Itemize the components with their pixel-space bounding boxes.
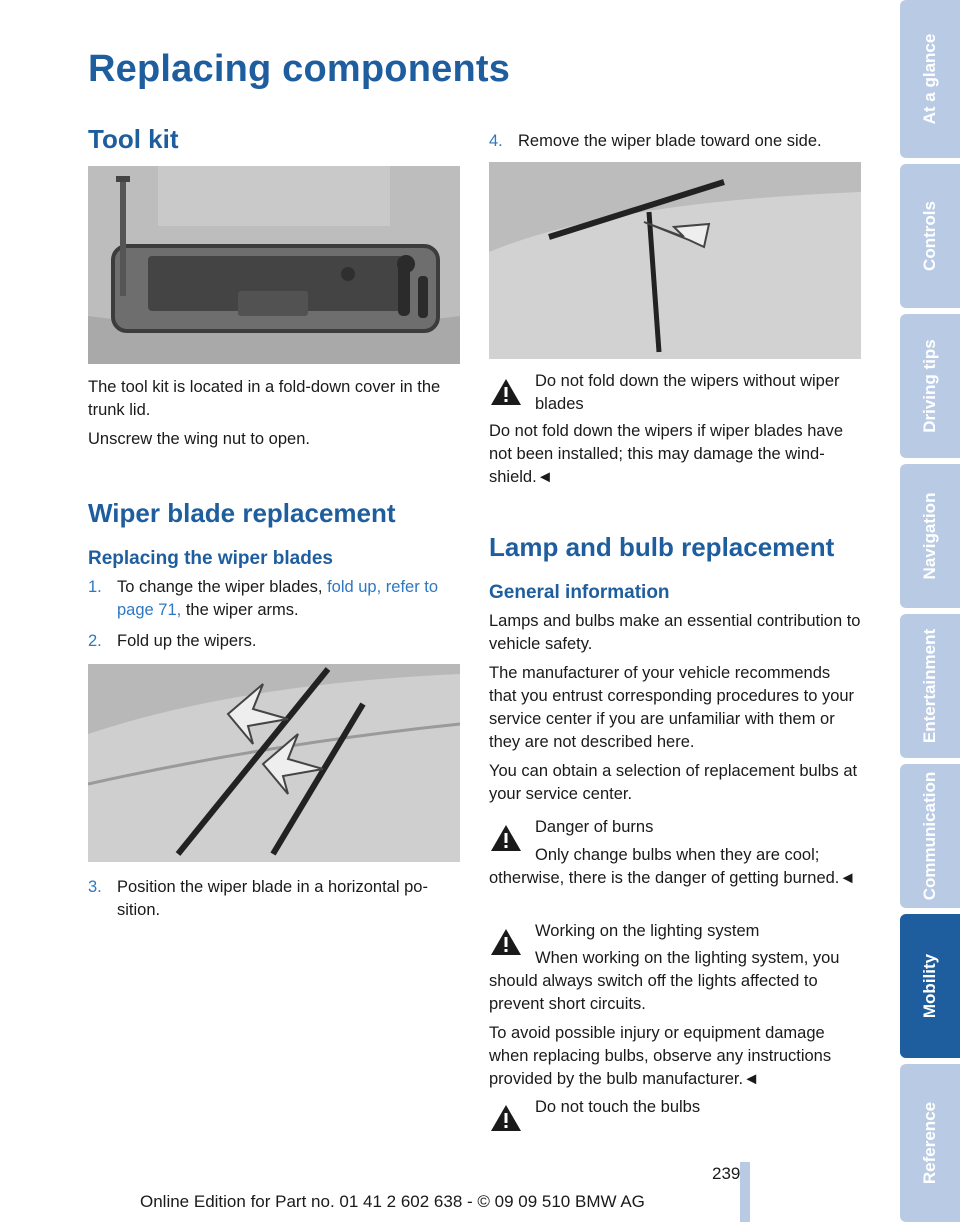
tool-kit-image [88,166,460,364]
burns-warning-title: Danger of burns [535,818,654,836]
step-4-number: 4. [489,132,503,150]
step-2-text: Fold up the wipers. [117,632,257,650]
tab-communication[interactable] [900,764,960,908]
lamp-subheading: General information [489,582,670,603]
lamp-heading: Lamp and bulb replacement [489,532,835,562]
step-3-number: 3. [88,878,102,896]
step-2-number: 2. [88,632,102,650]
step-1-number: 1. [88,578,102,596]
wiper-warning-title: Do not fold down the wipers without wiper blades [535,372,840,413]
lamp-paragraph-4: To avoid possible injury or equipment damage when replacing bulbs, observe any instructions provided by the bulb manufacturer.◄ [489,1024,832,1088]
burns-warning-body: otherwise, there is the danger of getting burned.◄ [489,869,856,887]
tab-communication-label: Communication [920,771,939,901]
tool-kit-paragraph-1: The tool kit is located in a fold-down cover in the trunk lid. [88,378,441,419]
step-2 [88,630,460,653]
step-4 [489,130,861,153]
step-1-text-pre: To change the wiper blades, [117,578,323,596]
tab-mobility[interactable] [900,914,960,1058]
wiper-subheading: Replacing the wiper blades [88,548,333,569]
burns-warning-line: Only change bulbs when they are cool; [535,846,820,864]
tab-navigation-label: Navigation [920,492,939,580]
warning-icon [489,1102,523,1134]
warning-icon [489,822,523,854]
warning-icon [489,376,523,408]
tab-driving-tips[interactable] [900,314,960,458]
lighting-warning-line: When working on the lighting system, you [535,949,840,967]
tool-kit-heading: Tool kit [88,124,179,154]
remove-wiper-blade-image [489,162,861,359]
lamp-paragraph-2: The manufacturer of your vehicle recommends that you entrust corresponding procedures to your service center if you are unfamiliar with them or they are not described here. [489,664,855,751]
step-1 [88,576,460,622]
tab-reference[interactable] [900,1064,960,1222]
tab-driving-tips-label: Driving tips [920,339,939,433]
step-3-text: Position the wiper blade in a horizontal po-sition. [117,878,428,919]
tab-at-a-glance[interactable] [900,0,960,158]
tab-controls-label: Controls [920,201,939,271]
lighting-warning-body: should always switch off the lights affected to prevent short circuits. [489,972,818,1013]
warning-icon [489,926,523,958]
tab-entertainment[interactable] [900,614,960,758]
lamp-paragraph-3: You can obtain a selection of replacement bulbs at your service center. [489,762,858,803]
tab-controls[interactable] [900,164,960,308]
page-number: 239 [712,1164,741,1183]
page-number-bar [740,1162,750,1222]
lamp-paragraph-1: Lamps and bulbs make an essential contribution to vehicle safety. [489,612,861,653]
step-1-text [117,576,460,622]
tab-reference-label: Reference [920,1101,939,1185]
wiper-heading: Wiper blade replacement [88,498,396,528]
tab-at-a-glance-label: At a glance [920,33,939,125]
lighting-warning-title: Working on the lighting system [535,922,760,940]
wipers-folded-up-image [88,664,460,862]
tab-navigation[interactable] [900,464,960,608]
page-title: Replacing components [88,48,511,90]
step-3 [88,876,460,922]
bulbs-warning-title: Do not touch the bulbs [535,1098,701,1116]
fold-up-link[interactable]: fold up, refer to page 71, [117,578,439,619]
tab-mobility-label: Mobility [920,953,939,1019]
step-4-text: Remove the wiper blade toward one side. [518,132,822,150]
tool-kit-paragraph-2: Unscrew the wing nut to open. [88,430,310,448]
tab-entertainment-label: Entertainment [920,628,939,744]
wiper-warning-body: Do not fold down the wipers if wiper blades have not been installed; this may damage the wind-shield.◄ [489,422,844,486]
footer-text: Online Edition for Part no. 01 41 2 602 638 - © 09 09 510 BMW AG [140,1192,645,1211]
step-1-text-post: the wiper arms. [185,601,299,619]
chapter-tabs [900,0,960,1222]
